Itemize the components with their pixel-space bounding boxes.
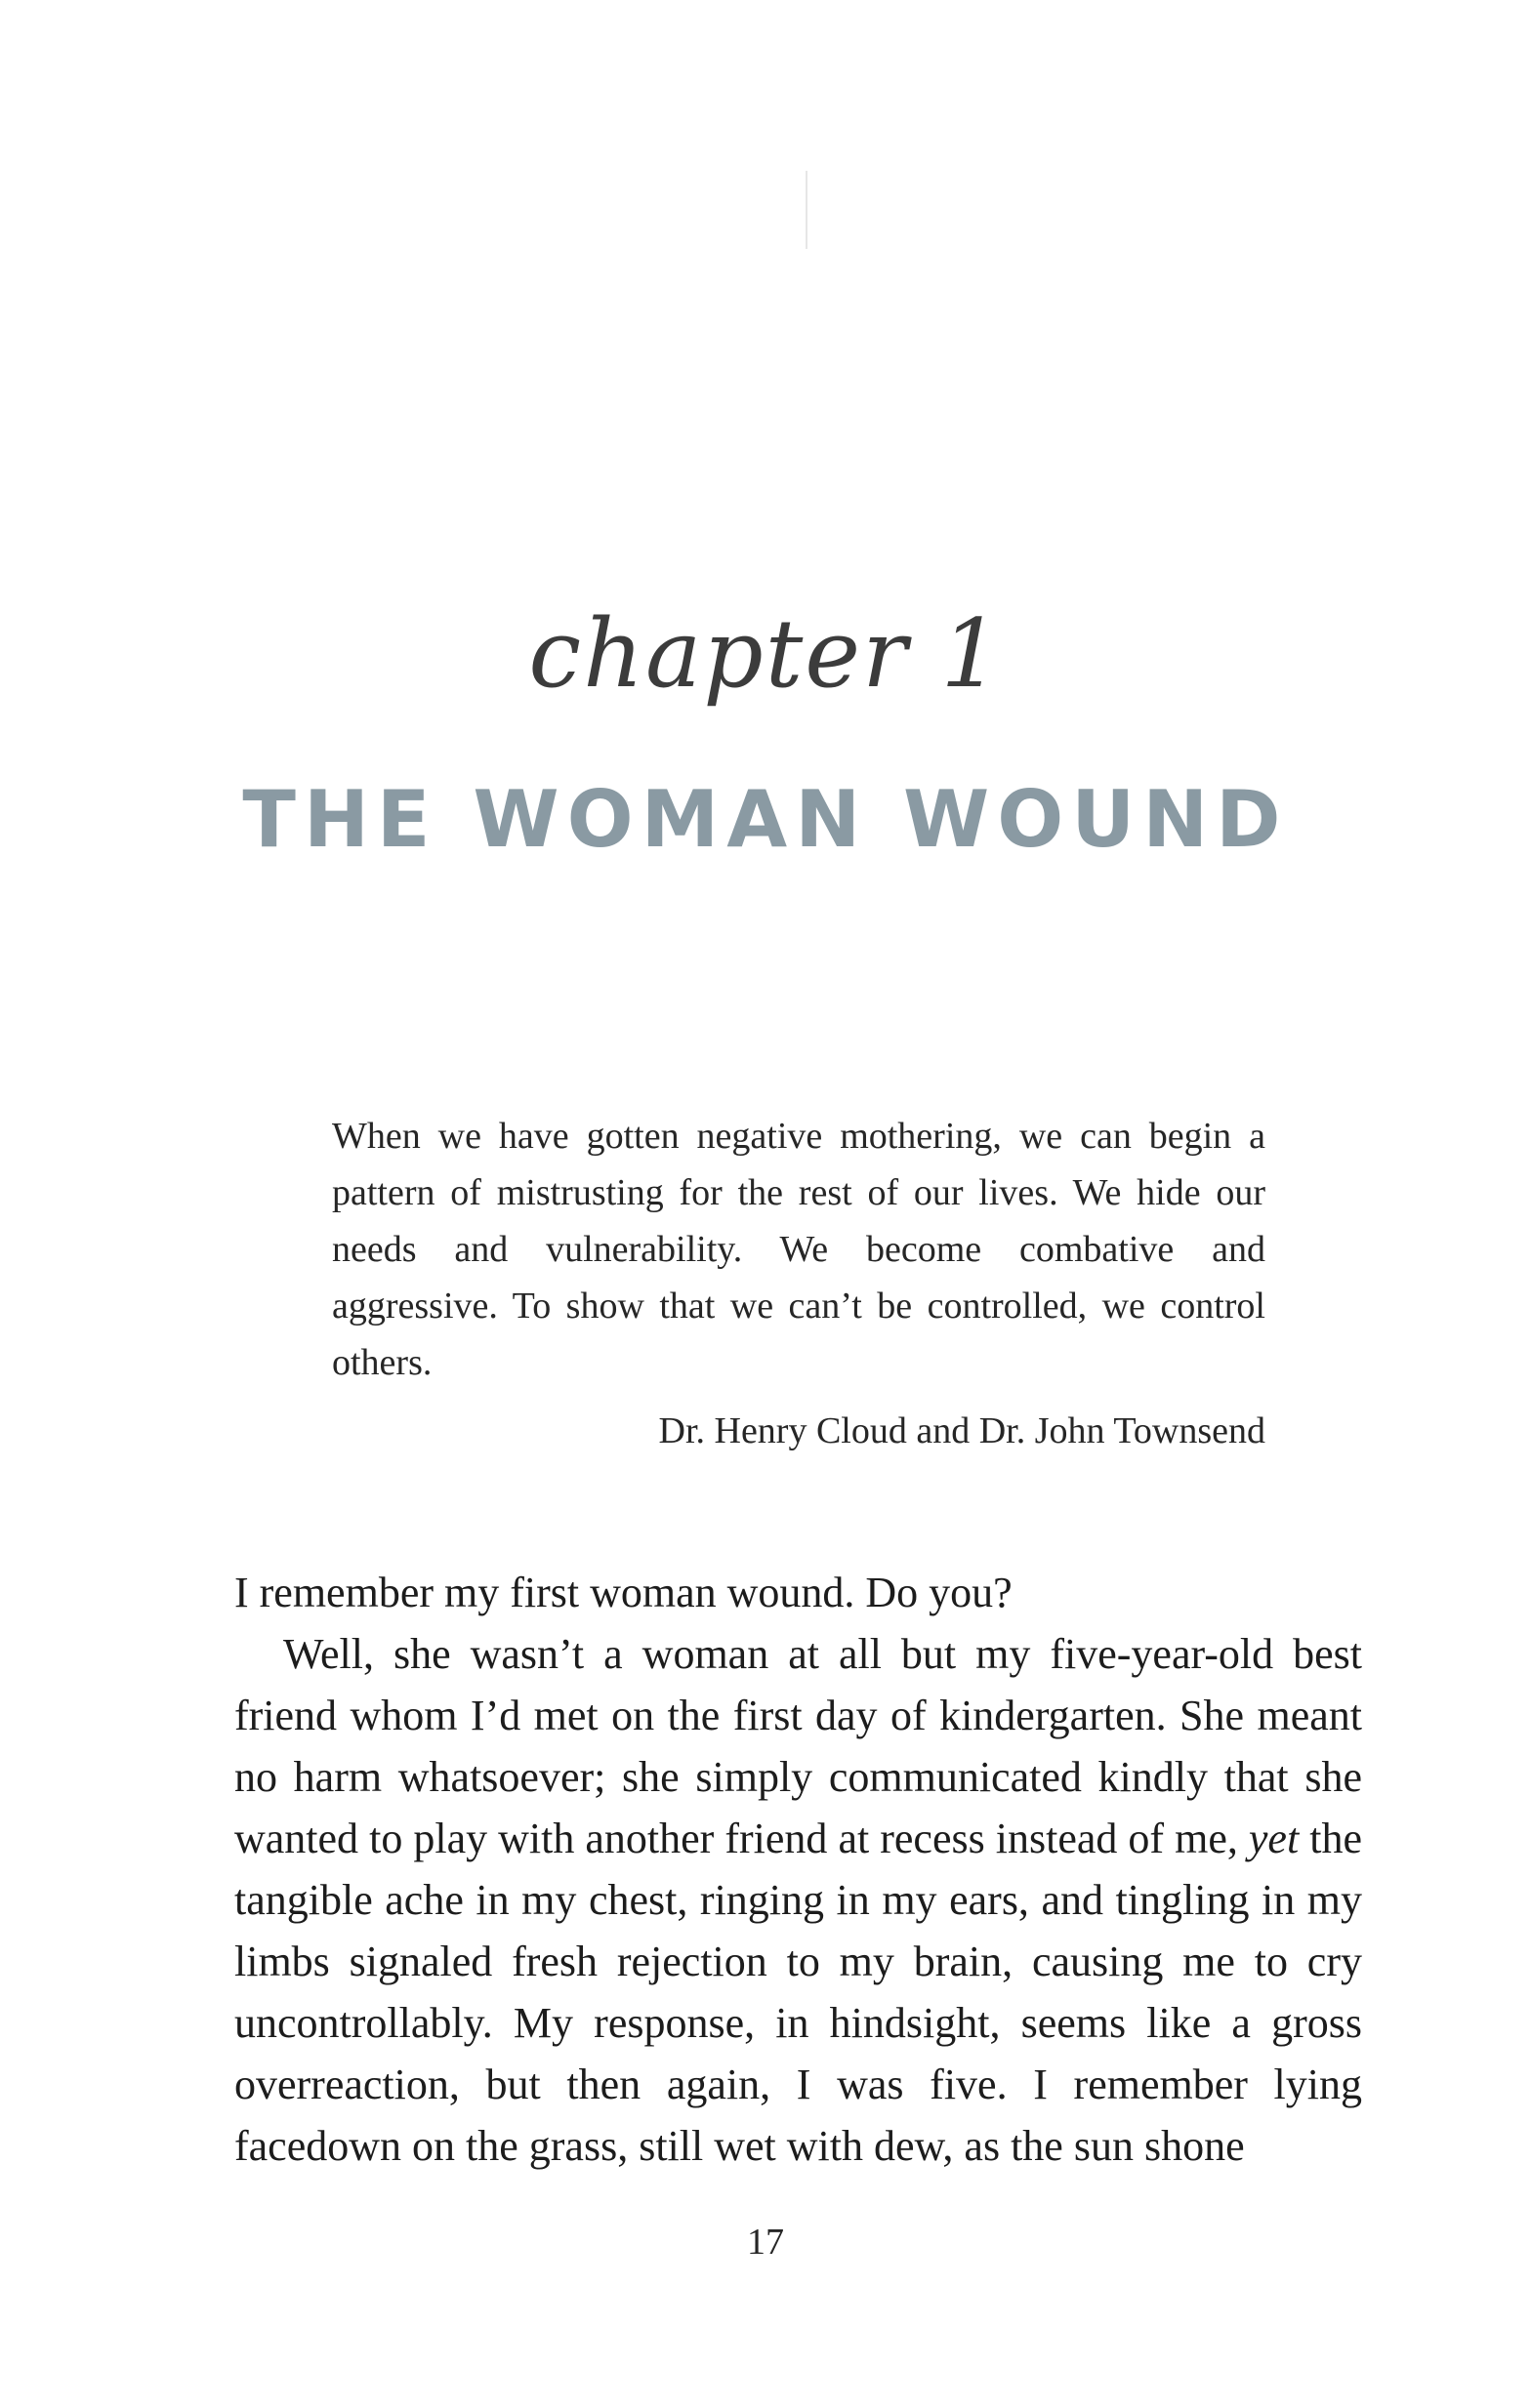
chapter-title: THE WOMAN WOUND (242, 774, 1289, 865)
paragraph-text: Well, she wasn’t a woman at all but my five-year-old best friend whom I’d met on the first day of kindergarten. She meant no harm whatsoever; she simply communicated kindly that she wanted to play with another friend at recess instead of me, (234, 1630, 1362, 1862)
epigraph (332, 1108, 1265, 1459)
epigraph-text: When we have gotten negative mothering, we can begin a pattern of mistrusting for the rest of our lives. We hide our needs and vulnerability. We become combative and aggressive. To show that we can’t be controlled, we control others. (332, 1116, 1265, 1383)
body-paragraph (234, 1623, 1362, 2177)
body-text (234, 1562, 1362, 2177)
paragraph-text: the tangible ache in my chest, ringing in my ears, and tingling in my limbs signaled fresh rejection to my brain, causing me to cry uncontrollably. My response, in hindsight, seems like a gross overreaction, but then again, I was five. I remember lying facedown on the grass, still wet with dew, as the sun shone (234, 1815, 1362, 2170)
emphasis-text: yet (1248, 1815, 1300, 1862)
epigraph-attribution: Dr. Henry Cloud and Dr. John Townsend (658, 1410, 1265, 1451)
page-number: 17 (747, 2222, 784, 2263)
chapter-label: chapter 1 (528, 599, 1003, 709)
scan-artifact (806, 171, 807, 249)
body-paragraph: I remember my first woman wound. Do you? (234, 1569, 1013, 1616)
